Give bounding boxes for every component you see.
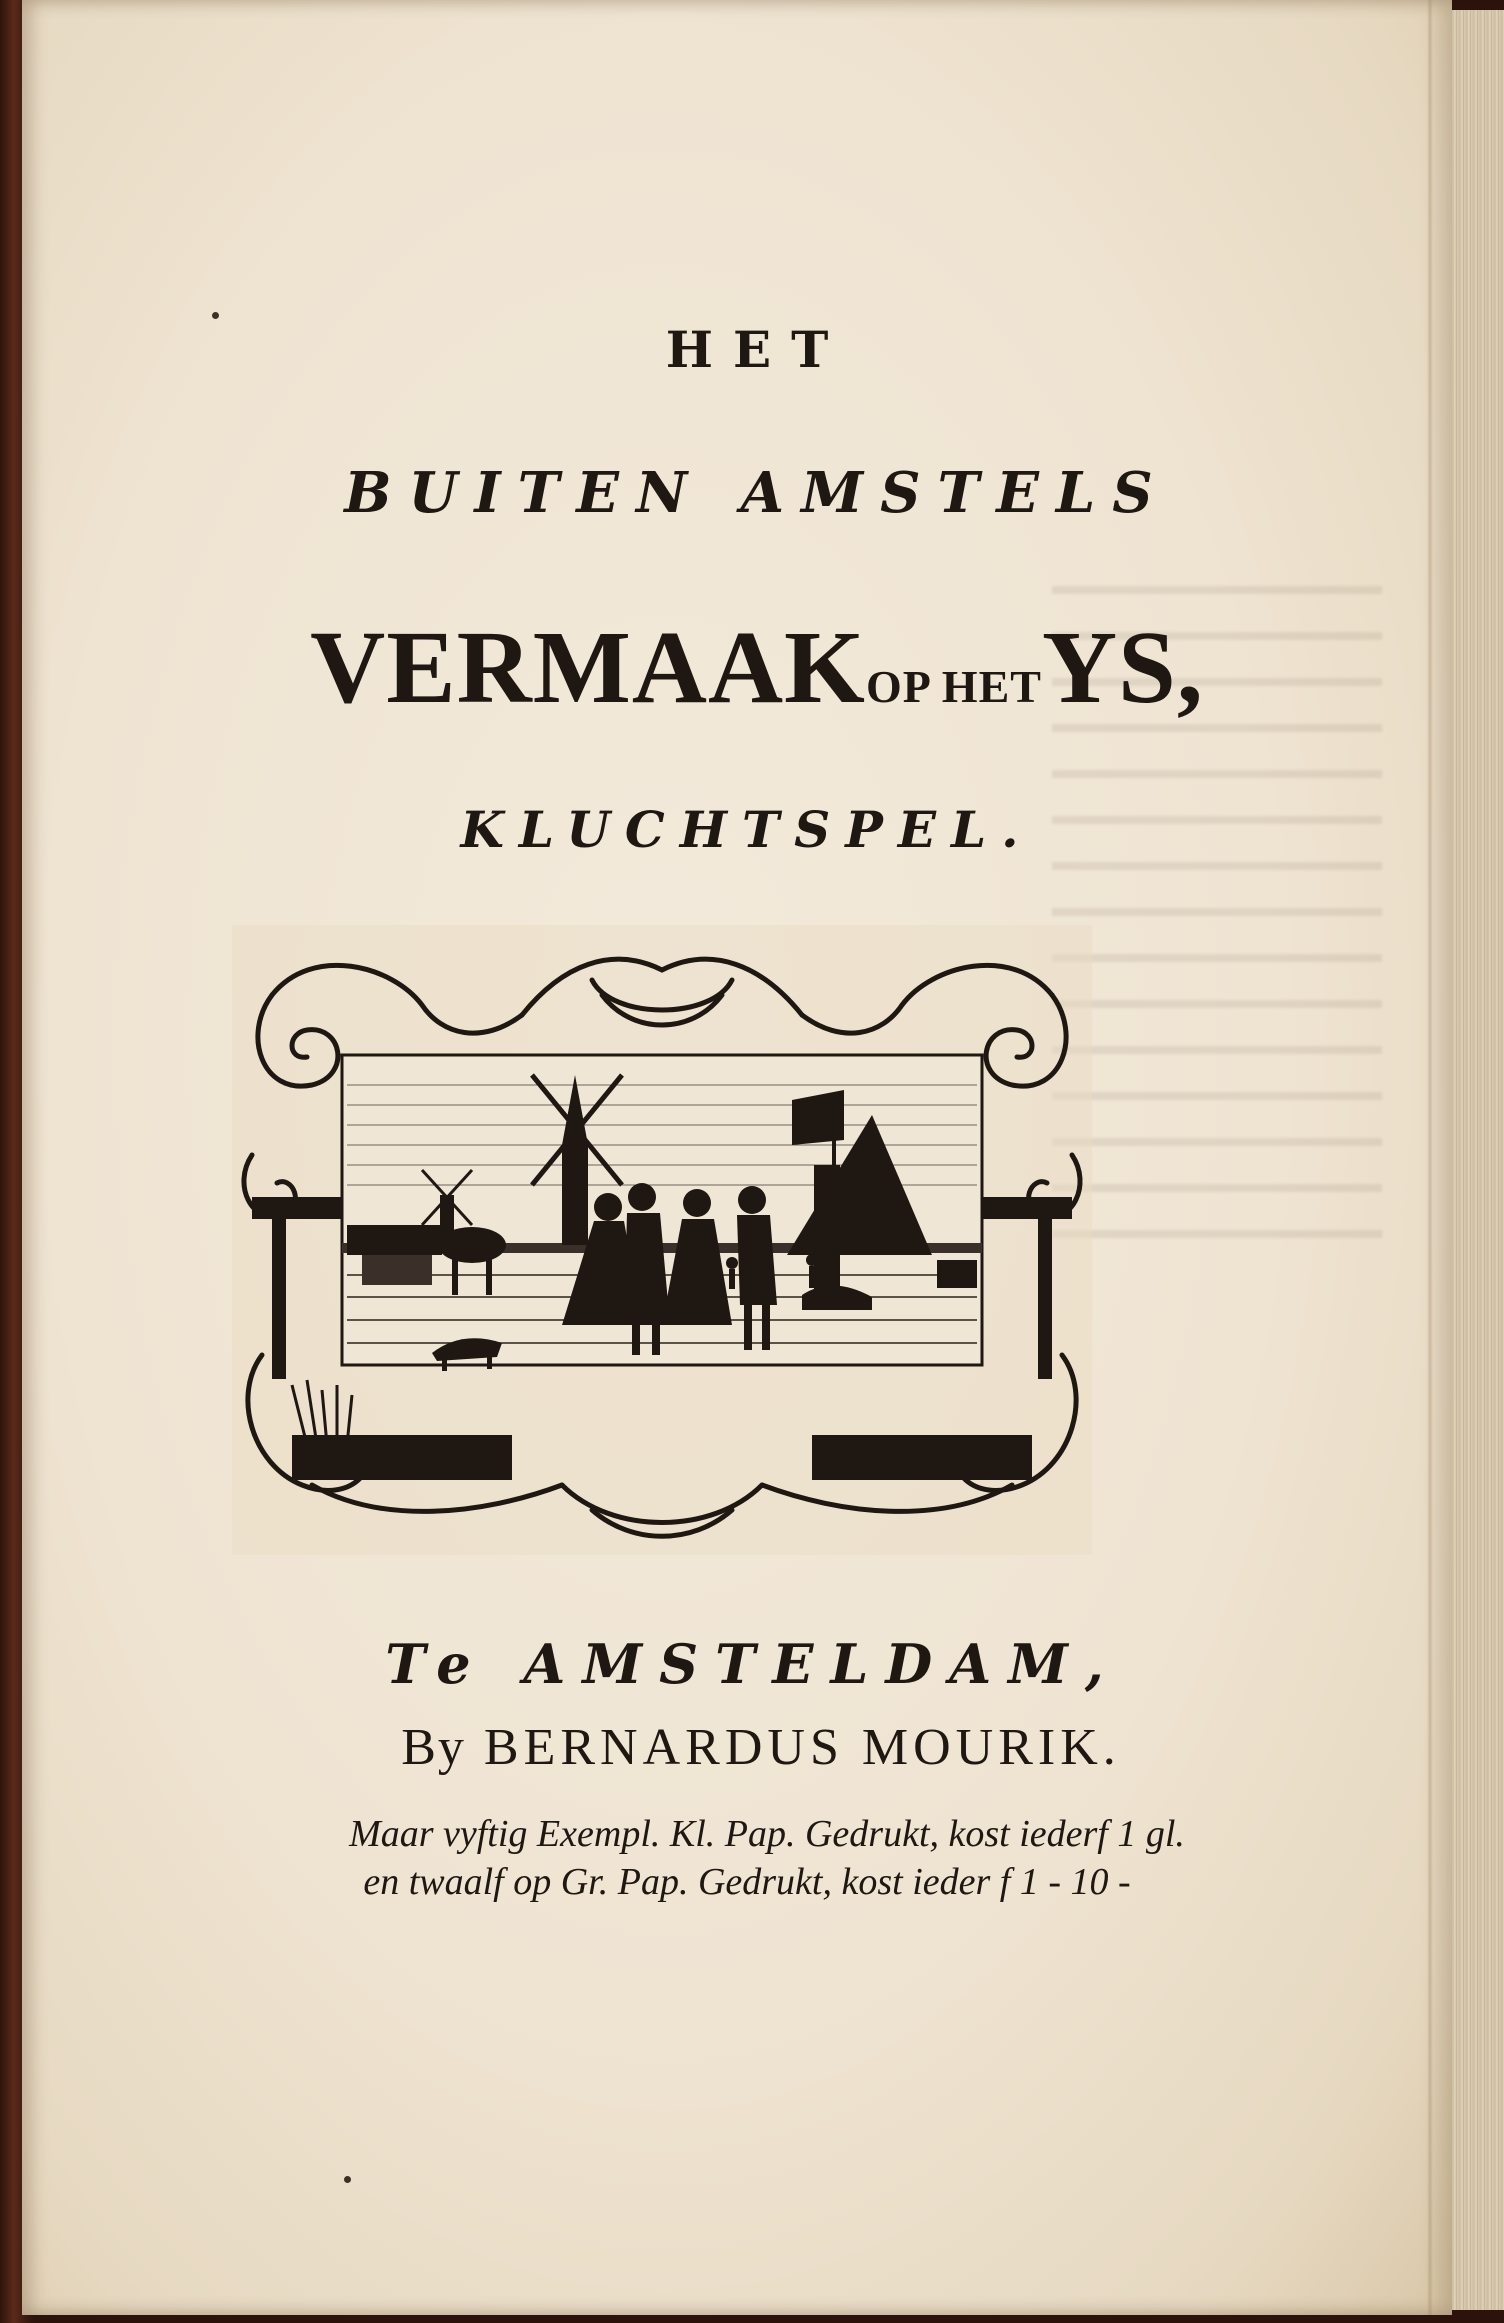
paper-speck — [344, 2176, 351, 2183]
title-ys: YS, — [1041, 610, 1204, 725]
title-kluchtspel: KLUCHTSPEL. — [460, 800, 1034, 859]
imprint-printer-name: BERNARDUS MOURIK. — [483, 1719, 1121, 1776]
title-het: HET — [665, 320, 849, 379]
title-op-het: OP HET — [865, 661, 1042, 712]
title-page — [22, 0, 1452, 2315]
edition-note-line-1: Maar vyftig Exempl. Kl. Pap. Gedrukt, kost iederf 1 gl. — [349, 1813, 1185, 1855]
imprint-printer-line — [22, 1718, 1476, 1777]
paper-speck — [212, 312, 219, 319]
title-buiten-amstels: BUITEN AMSTELS — [344, 460, 1170, 526]
imprint-place: Te AMSTELDAM, — [385, 1632, 1121, 1696]
winter-ice-scene-engraving-icon — [232, 925, 1092, 1555]
imprint-by: By — [401, 1719, 466, 1776]
title-main — [22, 608, 1472, 727]
edition-note-line-2: en twaalf op Gr. Pap. Gedrukt, kost ieder f 1 - 10 - — [363, 1861, 1131, 1903]
title-vermaak: VERMAAK — [310, 610, 866, 725]
